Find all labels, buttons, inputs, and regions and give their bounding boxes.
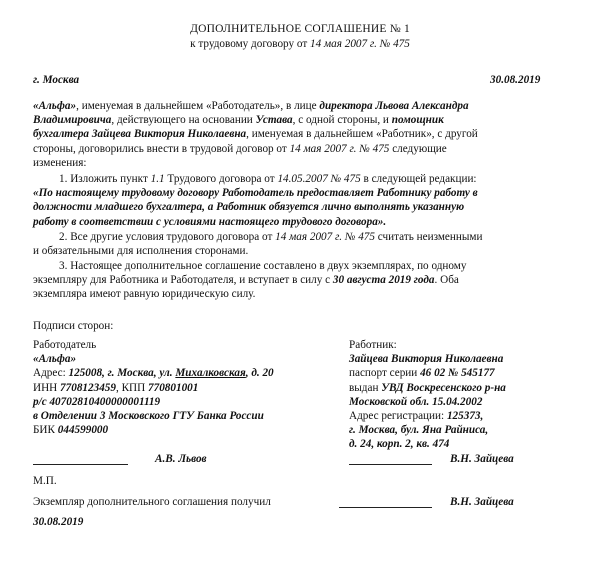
item-3-line-3: экземпляра имеют равную юридическую силу. [33,288,256,301]
director-name: директора Львова Александра [319,100,469,112]
item-text: Трудового договора от [164,173,278,185]
bik-value: 044599000 [57,424,109,437]
bik-label: БИК [33,424,58,437]
item-1 [33,172,563,229]
basis-document: Устава [255,114,293,127]
employer-signer: А.В. Львов [155,453,207,465]
intro-text: стороны, договорились внести в трудовой договор от [33,142,290,155]
employee-registration-3: д. 24, корп. 2, кв. 474 [349,438,450,451]
street-name: Михалковская [175,367,246,380]
item-2 [33,230,563,258]
document-date: 30.08.2019 [490,74,541,86]
inn-value: 7708123459 [60,381,116,394]
director-patronymic: Владимировича [33,114,112,127]
employee-registration-2: г. Москва, бул. Яна Райниса, [349,424,489,437]
inn-label: ИНН [33,381,61,394]
address-value: , д. 20 [245,367,274,380]
item-2-line-1 [33,230,563,244]
employee-label: Работник: [349,339,397,351]
employee-issued [349,381,589,395]
employee-name: бухгалтера Зайцева Виктория Николаевна [33,128,247,141]
registration-value: 125373, [446,410,484,423]
contract-ref: 14 мая 2007 г. № 475 [289,142,390,155]
employee-full-name: Зайцева Виктория Николаевна [349,353,504,366]
employee-signature-line [349,464,432,465]
city: г. Москва [33,74,80,86]
intro-line-1 [33,99,563,113]
item-text: 2. Все другие условия трудового договора от [59,231,276,243]
employer-label: Работодатель [33,339,97,351]
item-2-line-2: и обязательными для исполнения сторонами. [33,245,249,258]
contract-ref: 14.05.2007 № 475 [277,173,361,185]
item-3-line-1: 3. Настоящее дополнительное соглашение составлено в двух экземплярах, по одному [59,260,467,272]
employer-bank: в Отделении 3 Московского ГТУ Банка России [33,410,264,423]
intro-text: , с одной стороны, и [292,114,392,127]
passport-label: паспорт серии [349,367,421,380]
employee-block [349,338,589,452]
document-title: ДОПОЛНИТЕЛЬНОЕ СОГЛАШЕНИЕ № 1 [190,23,410,35]
kpp-value: 770801001 [148,381,199,394]
issued-label: выдан [349,381,382,394]
employee-passport [349,366,589,380]
item-text: . Оба [434,274,459,287]
item-text: 1. Изложить пункт [59,173,151,185]
employer-address [33,366,333,380]
employee-registration [349,409,589,423]
passport-value: 46 02 № 545177 [420,367,495,380]
intro-text: следующие [389,142,447,155]
intro-text: , именуемая в дальнейшем «Работодатель», в лице [76,100,320,112]
quote-line-3: работу в соответствии с условиями настоящего трудового договора». [33,215,387,228]
contract-ref: 14 мая 2007 г. № 475 [275,231,375,243]
intro-line-3 [33,127,563,141]
signatures-label: Подписи сторон: [33,320,114,332]
effective-date: 30 августа 2019 года [332,274,435,287]
item-1-line [33,172,563,186]
employer-inn-kpp [33,381,333,395]
employer-block [33,338,333,437]
employer-account: р/с 40702810400000001119 [33,395,161,408]
received-date: 30.08.2019 [33,516,84,528]
issued-value: УВД Воскресенского р-на [381,381,506,394]
registration-label: Адрес регистрации: [349,410,447,423]
quote-line-2: должности младшего бухгалтера, а Работник обязуется лично выполнять указанную [33,201,465,214]
item-text: в следующей редакции: [360,173,477,185]
kpp-label: , КПП [115,381,148,394]
item-text: экземпляру для Работника и Работодателя, и вступает в силу с [33,274,333,287]
employee-position: помощник [391,114,444,127]
item-3-line-2 [33,273,563,287]
intro-text: , действующего на основании [111,114,256,127]
stamp-placeholder: М.П. [33,475,57,487]
item-3 [33,259,563,302]
intro-text: , именуемая в дальнейшем «Работник», с другой [246,128,478,141]
received-signer: В.Н. Зайцева [450,496,514,508]
employee-issued-2: Московской обл. 15.04.2002 [349,395,483,408]
subtitle-prefix: к трудовому договору от [190,38,311,50]
item-text: считать неизменными [374,231,483,243]
subtitle-contract-ref: 14 мая 2007 г. № 475 [310,38,410,50]
clause-ref: 1.1 [150,173,165,185]
address-value: 125008, г. Москва, ул. [68,367,176,380]
company-name: «Альфа» [33,100,77,112]
received-text: Экземпляр дополнительного соглашения получил [33,496,271,508]
intro-line-2 [33,113,563,127]
employee-signer: В.Н. Зайцева [450,453,514,465]
received-signature-line [339,507,432,508]
employer-signature-line [33,464,128,465]
quote-line-1: «По настоящему трудовому договору Работодатель предоставляет Работнику работу в [33,187,478,200]
intro-line-5: изменения: [33,156,87,169]
intro-paragraph [33,99,563,170]
document-subtitle [0,37,600,51]
employer-name: «Альфа» [33,353,77,366]
employer-bik [33,423,333,437]
intro-line-4 [33,142,563,156]
address-label: Адрес: [33,367,69,380]
